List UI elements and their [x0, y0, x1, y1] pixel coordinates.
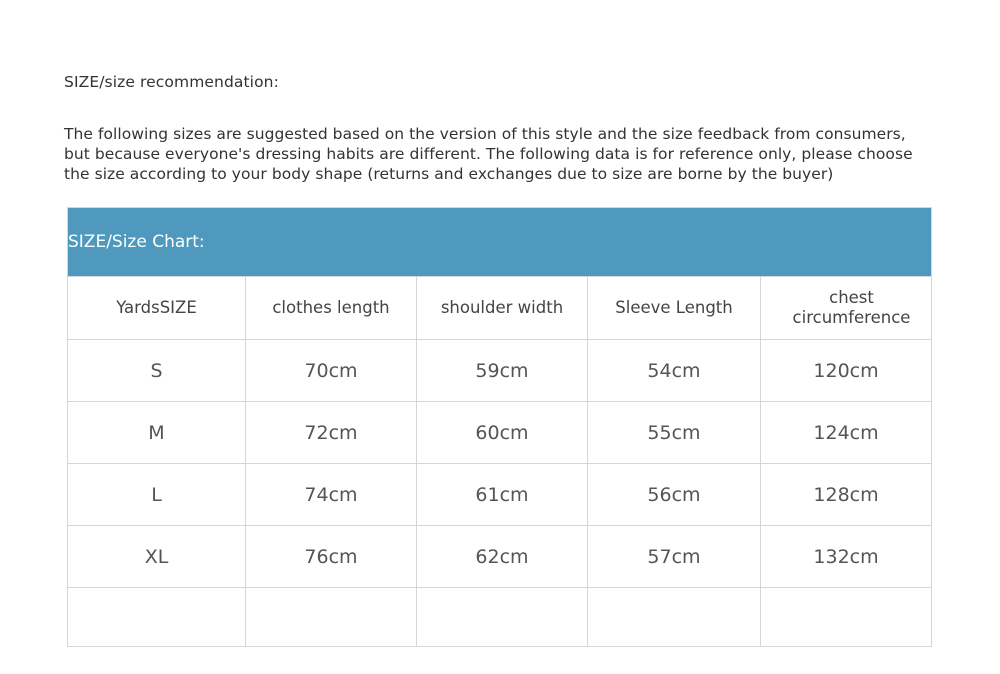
- cell-shoulder-width: 60cm: [417, 402, 588, 464]
- cell-shoulder-width: [417, 588, 588, 647]
- cell-size: S: [68, 340, 246, 402]
- cell-shoulder-width: 61cm: [417, 464, 588, 526]
- size-chart-table-wrapper: [67, 207, 931, 647]
- cell-chest-circumference: 124cm: [761, 402, 932, 464]
- cell-clothes-length: 76cm: [246, 526, 417, 588]
- cell-clothes-length: 70cm: [246, 340, 417, 402]
- table-row: [68, 340, 932, 402]
- cell-sleeve-length: 54cm: [588, 340, 761, 402]
- cell-sleeve-length: 56cm: [588, 464, 761, 526]
- cell-shoulder-width: 62cm: [417, 526, 588, 588]
- cell-chest-circumference: [761, 588, 932, 647]
- chart-title: SIZE/Size Chart:: [68, 208, 932, 277]
- column-header-clothes-length: clothes length: [246, 277, 417, 340]
- cell-chest-circumference: 128cm: [761, 464, 932, 526]
- cell-size: [68, 588, 246, 647]
- cell-chest-circumference: 120cm: [761, 340, 932, 402]
- table-row: [68, 526, 932, 588]
- table-header-row: [68, 277, 932, 340]
- cell-clothes-length: 74cm: [246, 464, 417, 526]
- table-row: [68, 464, 932, 526]
- cell-size: L: [68, 464, 246, 526]
- column-header-sleeve-length: Sleeve Length: [588, 277, 761, 340]
- cell-clothes-length: 72cm: [246, 402, 417, 464]
- cell-sleeve-length: 55cm: [588, 402, 761, 464]
- cell-size: XL: [68, 526, 246, 588]
- table-row: [68, 588, 932, 647]
- cell-chest-circumference: 132cm: [761, 526, 932, 588]
- table-row: [68, 402, 932, 464]
- cell-clothes-length: [246, 588, 417, 647]
- size-chart-table: [67, 207, 932, 647]
- cell-shoulder-width: 59cm: [417, 340, 588, 402]
- page-title: SIZE/size recommendation:: [64, 73, 279, 91]
- cell-sleeve-length: 57cm: [588, 526, 761, 588]
- cell-size: M: [68, 402, 246, 464]
- chart-title-row: [68, 208, 932, 277]
- cell-sleeve-length: [588, 588, 761, 647]
- intro-paragraph: The following sizes are suggested based on the version of this style and the size feedback from consumers, but because everyone's dressing habits are different. The following data is for reference only, please choose the size according to your body shape (returns and exchanges due to size are borne by the buyer): [64, 125, 913, 183]
- column-header-yards-size: YardsSIZE: [68, 277, 246, 340]
- column-header-chest-circumference: chest circumference: [761, 277, 932, 340]
- column-header-shoulder-width: shoulder width: [417, 277, 588, 340]
